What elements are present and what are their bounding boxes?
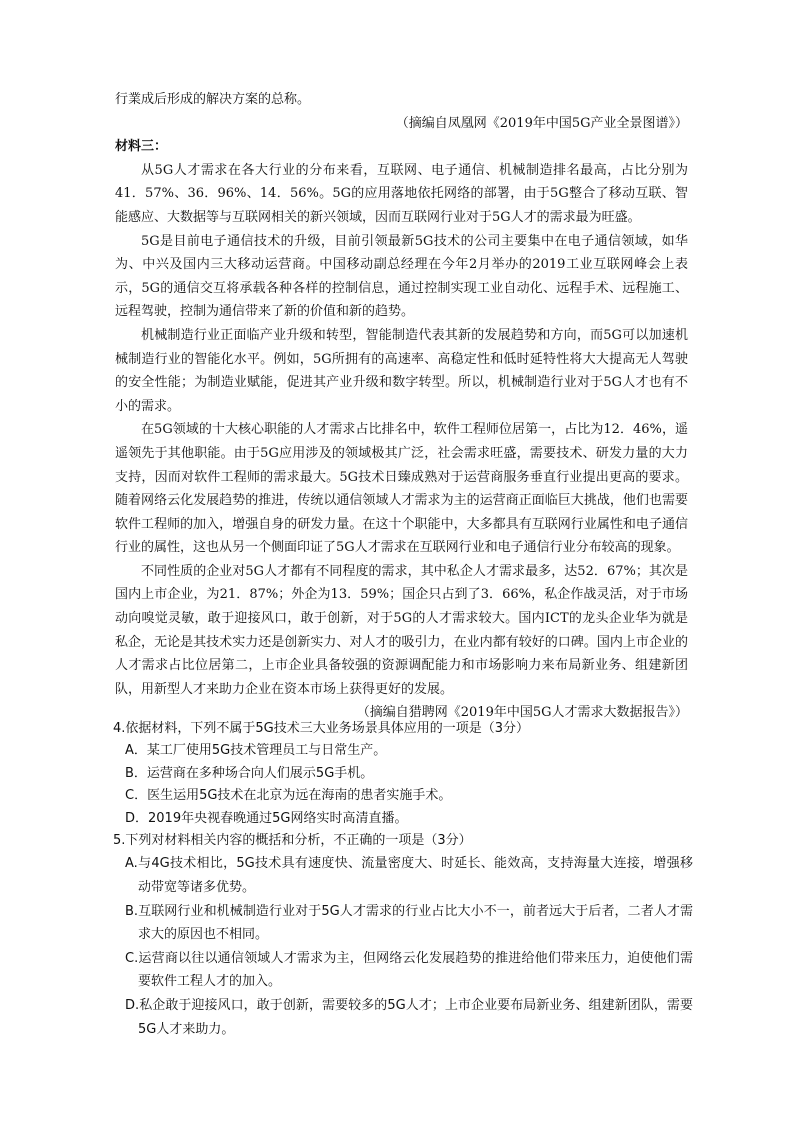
question-5-stem: 5.下列对材料相关内容的概括和分析，不正确的一项是（3分） — [113, 833, 472, 849]
source-citation-2: （摘编自猎聘网《2019年中国5G人才需求大数据报告》） — [356, 705, 688, 721]
paragraph-1: 从5G人才需求在各大行业的分布来看，互联网、电子通信、机械制造排名最高，占比分别为41．57%、36．96%、14．56%。5G的应用落地依托网络的部署，由于5G整合了移动互联、智能感应、大数据等与互联网相关的新兴领域，因而互联网行业对于5G人才的需求最为旺盛。 — [115, 162, 688, 225]
material-3-heading: 材料三： — [115, 139, 168, 155]
question-4-option-d: D．2019年央视春晚通过5G网络实时高清直播。 — [125, 810, 408, 826]
question-5-option-a: A.与4G技术相比，5G技术具有速度快、流量密度大、时延长、能效高，支持海量大连接，增强移动带宽等诸多优势。 — [125, 856, 693, 896]
question-5-option-d: D.私企敢于迎接风口，敢于创新，需要较多的5G人才；上市企业要布局新业务、组建新团队，需要5G人才来助力。 — [125, 998, 693, 1037]
question-5-option-c: C.运营商以往以通信领域人才需求为主，但网络云化发展趋势的推进给他们带来压力，迫使他们需要软件工程人才的加入。 — [125, 950, 693, 990]
question-4-stem: 4.依据材料，下列不属于5G技术三大业务场景具体应用的一项是（3分） — [113, 721, 530, 736]
paragraph-5: 不同性质的企业对5G人才都有不同程度的需求，其中私企人才需求最多，达52．67%；其次是国内上市企业，为21．87%；外企为13．59%；国企只占到了3．66%，私企作战灵活，对于市场动向嗅觉灵敏，敢于迎接风口，敢于创新，对于5G的人才需求较大。国内ICT的龙头企业华为就是私企，无论是其技术实力还是创新实力、对人才的吸引力，在业内都有较好的口碑。国内上市企业的人才需求占比位居第二，上市企业具备较强的资源调配能力和市场影响力来布局新业务、组建新团队，用新型人才来助力企业在资本市场上获得更好的发展。 — [115, 563, 688, 697]
passage-body — [115, 88, 688, 725]
intro-line: 行業成后形成的解决方案的总称。 — [115, 92, 311, 107]
paragraph-3: 机械制造行业正面临产业升级和转型，智能制造代表其新的发展趋势和方向，而5G可以加速机械制造行业的智能化水平。例如，5G所拥有的高速率、高稳定性和低时延特性将大大提高无人驾驶的安全性能；为制造业赋能，促进其产业升级和数字转型。所以，机械制造行业对于5G人才也有不小的需求。 — [115, 327, 688, 414]
question-4-option-c: C．医生运用5G技术在北京为远在海南的患者实施手术。 — [125, 788, 452, 804]
question-4-option-a: A．某工厂使用5G技术管理员工与日常生产。 — [125, 743, 387, 759]
question-4-option-b: B．运营商在多种场合向人们展示5G手机。 — [125, 765, 374, 781]
paragraph-2: 5G是目前电子通信技术的升级，目前引领最新5G技术的公司主要集中在电子通信领域，如华为、中兴及国内三大移动运营商。中国移动副总经理在今年2月举办的2019工业互联网峰会上表示，5G的通信交互将承载各种各样的控制信息，通过控制实现工业自动化、远程手术、远程施工、远程驾驶，控制为通信带来了新的价值和新的趋势。 — [115, 233, 688, 320]
source-citation-1: （摘编自凤凰网《2019年中国5G产业全景图谱》） — [395, 115, 688, 131]
paragraph-4: 在5G领域的十大核心职能的人才需求占比排名中，软件工程师位居第一，占比为12．46%，遥遥领先于其他职能。由于5G应用涉及的领域极其广泛，社会需求旺盛，需要技术、研发力量的大力支持，因而对软件工程师的需求最大。5G技术日臻成熟对于运营商服务垂直行业提出更高的要求。随着网络云化发展趋势的推进，传统以通信领域人才需求为主的运营商正面临巨大挑战，他们也需要软件工程师的加入，增强自身的研发力量。在这十个职能中，大多都具有互联网行业属性和电子通信行业的属性，这也从另一个侧面印证了5G人才需求在互联网行业和电子通信行业分布较高的现象。 — [115, 422, 688, 556]
question-section — [113, 718, 693, 1041]
question-5-option-b: B.互联网行业和机械制造行业对于5G人才需求的行业占比大小不一，前者远大于后者，二者人才需求大的原因也不相同。 — [125, 903, 693, 943]
